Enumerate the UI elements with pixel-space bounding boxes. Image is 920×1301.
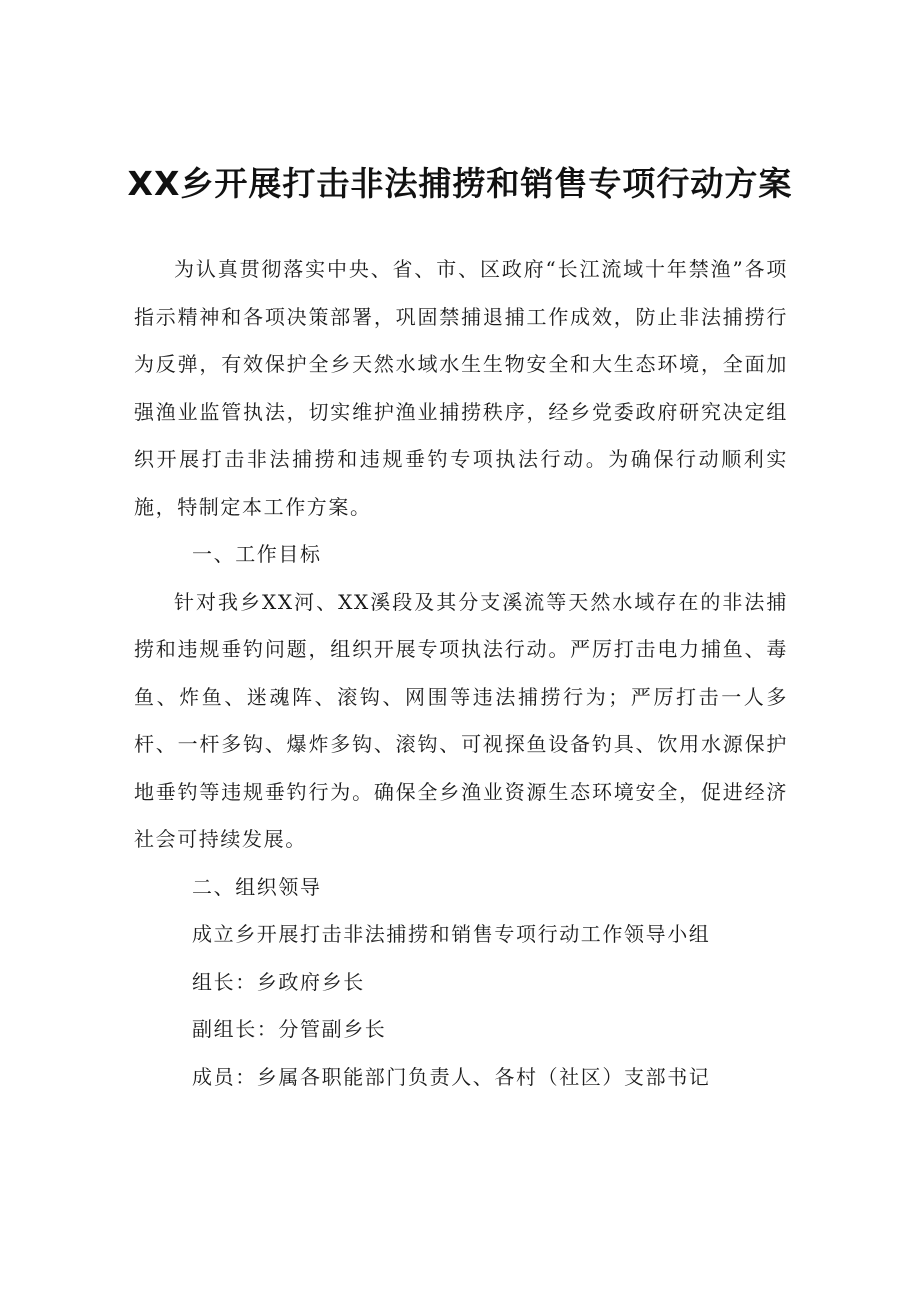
document-title: XX乡开展打击非法捕捞和销售专项行动方案 (127, 164, 793, 203)
organization-intro: 成立乡开展打击非法捕捞和销售专项行动工作领导小组 (192, 922, 711, 946)
leader-line: 组长：乡政府乡长 (192, 969, 365, 994)
intro-paragraph: 为认真贯彻落实中央、省、市、区政府“长江流域十年禁渔”各项指示精神和各项决策部署，巩固禁捕退捕工作成效，防止非法捕捞行为反弹，有效保护全乡天然水域水生生物安全和大生态环境，全面加强渔业监管执法，切实维护渔业捕捞秩序，经乡党委政府研究决定组织开展打击非法捕捞和违规垂钓专项执法行动。为确保行动顺利实施，特制定本工作方案。 (134, 257, 788, 519)
deputy-leader-line: 副组长：分管副乡长 (192, 1017, 387, 1041)
section-heading-goals: 一、工作目标 (192, 542, 322, 566)
document-body (134, 246, 788, 1101)
section-heading-organization: 二、组织领导 (192, 874, 322, 899)
members-line: 成员：乡属各职能部门负责人、各村（社区）支部书记 (192, 1064, 711, 1089)
goals-paragraph: 针对我乡XX河、XX溪段及其分支溪流等天然水域存在的非法捕捞和违规垂钓问题，组织开展专项执法行动。严厉打击电力捕鱼、毒鱼、炸鱼、迷魂阵、滚钩、网围等违法捕捞行为；严厉打击一人多杆、一杆多钩、爆炸多钩、滚钩、可视探鱼设备钓具、饮用水源保护地垂钓等违规垂钓行为。确保全乡渔业资源生态环境安全，促进经济社会可持续发展。 (134, 589, 788, 851)
